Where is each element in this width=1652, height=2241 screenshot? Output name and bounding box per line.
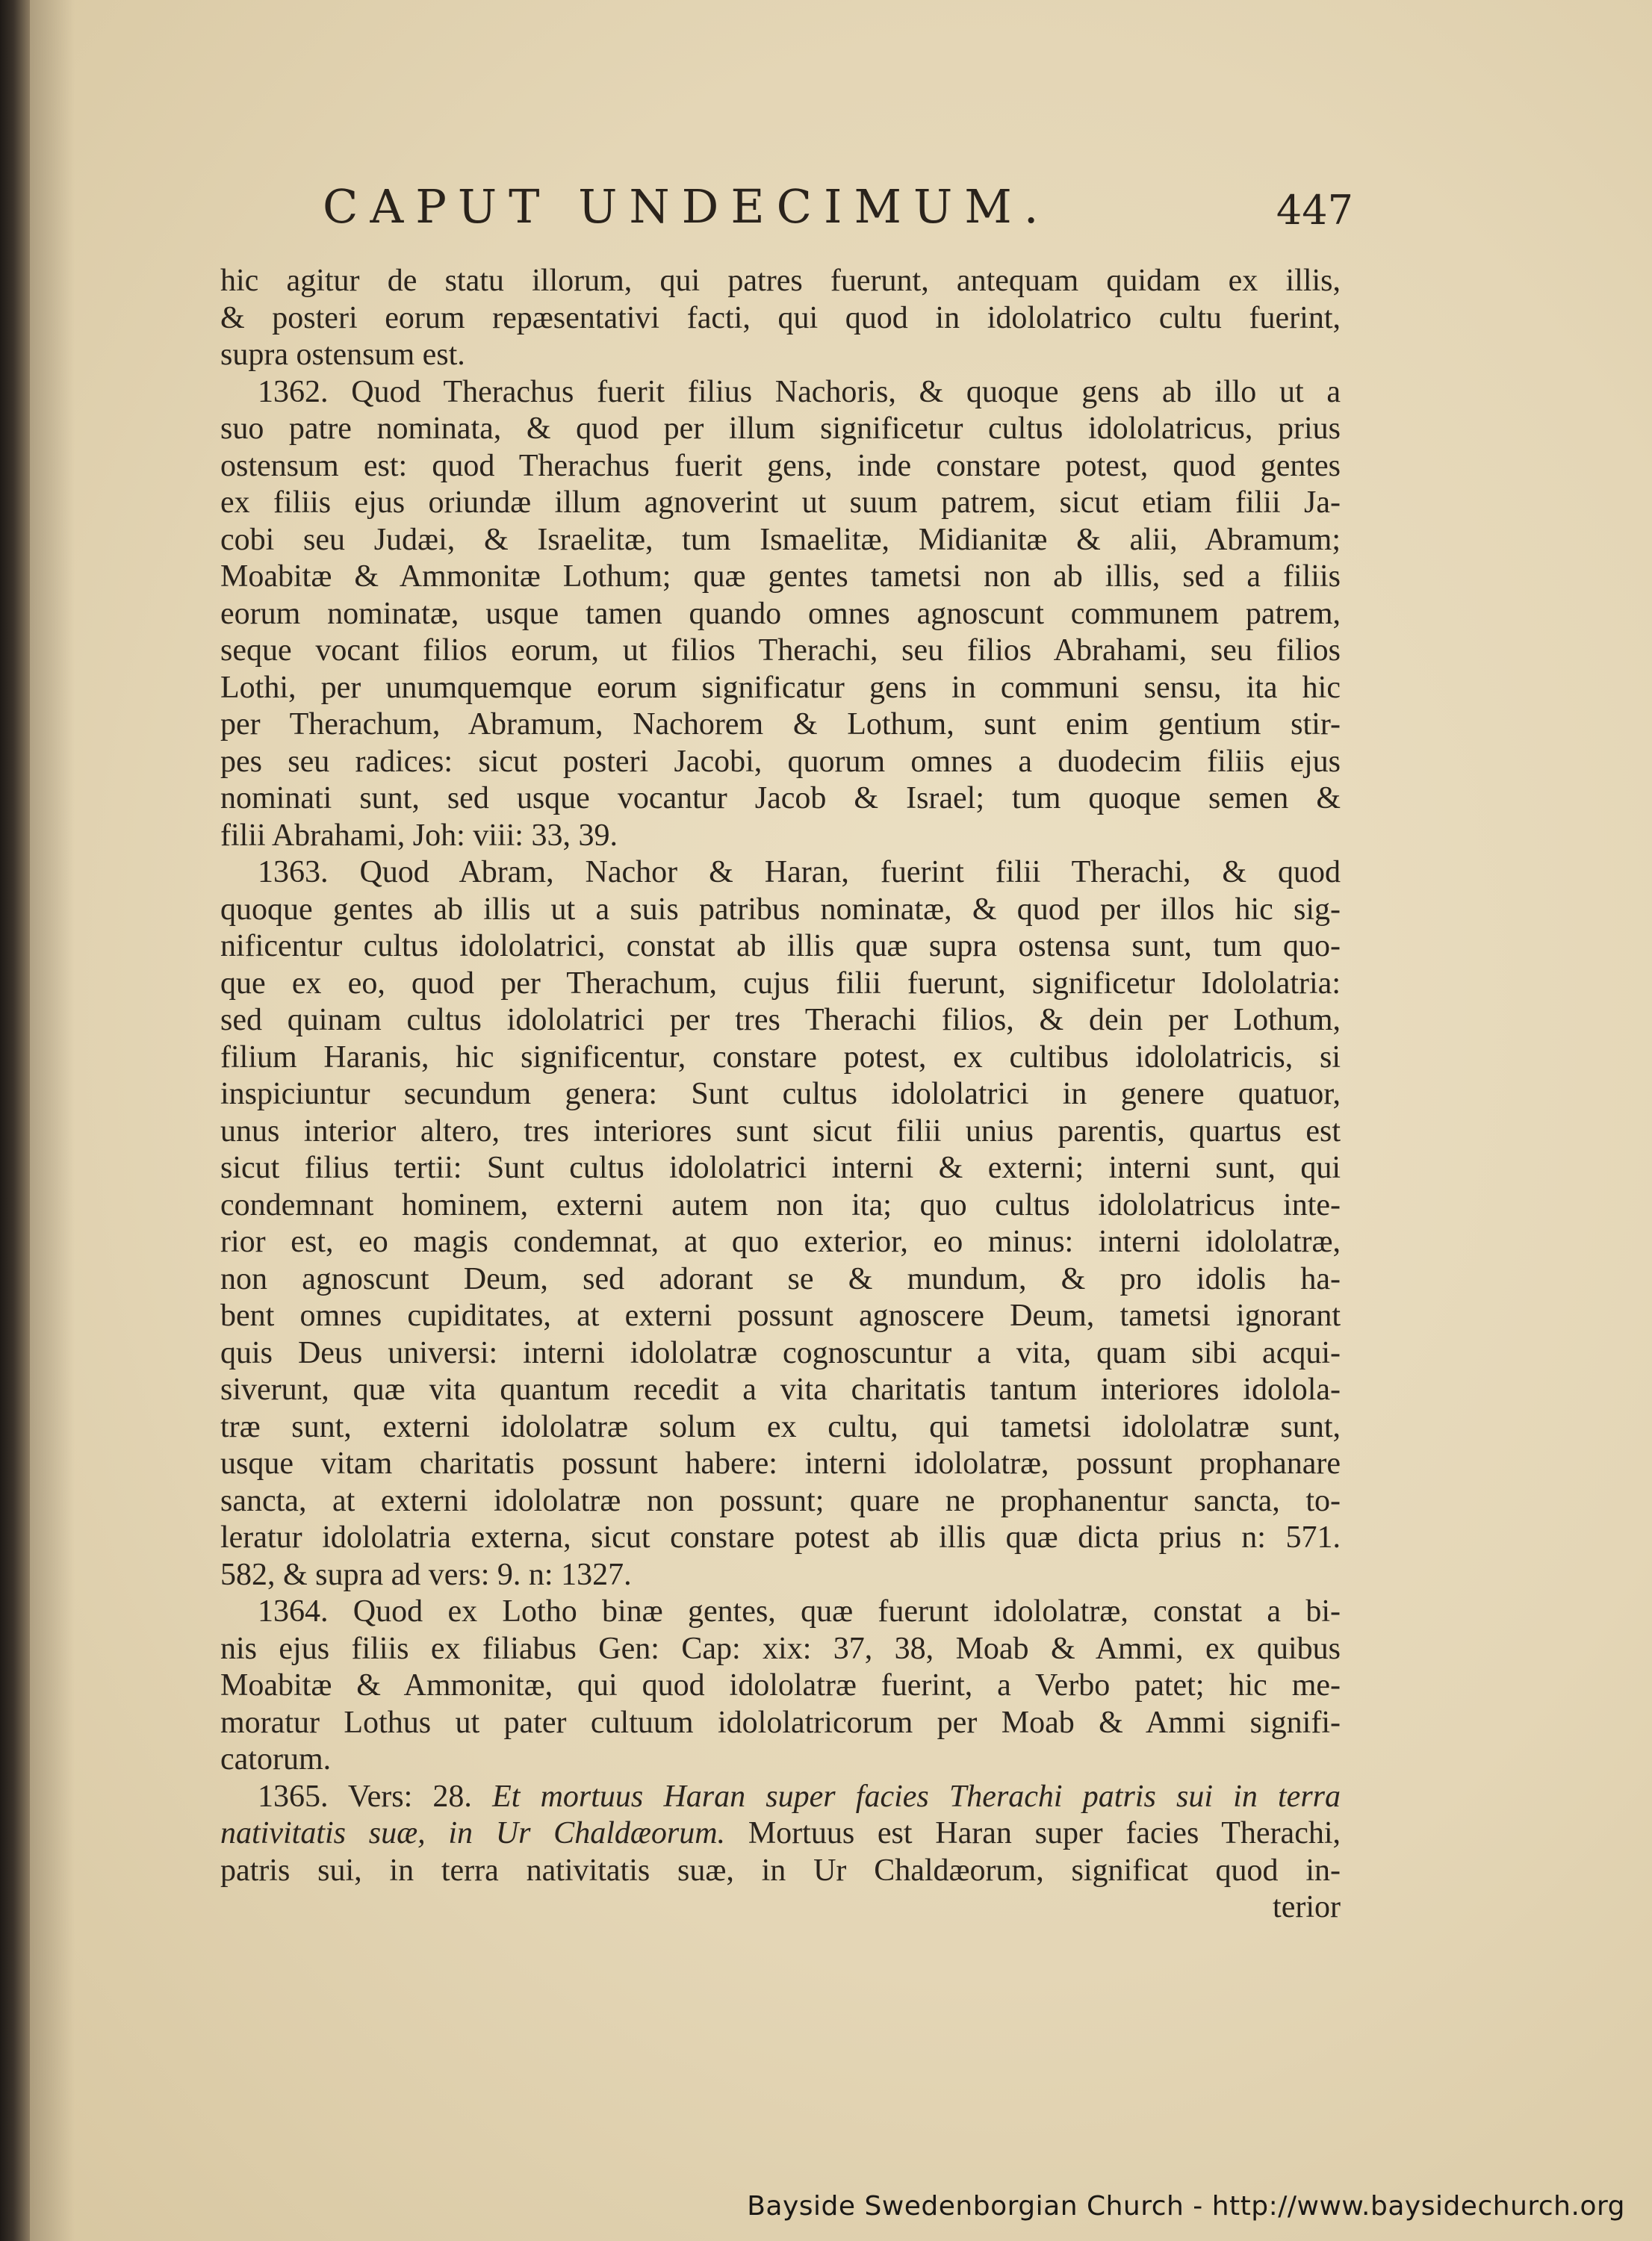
text-line: filium Haranis, hic significentur, constare potest, ex cultibus idololatricis, si (220, 1039, 1341, 1075)
text-line: que ex eo, quod per Therachum, cujus filii fuerunt, significetur Idololatria: (220, 966, 1341, 1001)
text-line: ostensum est: quod Therachus fuerit gens, inde constare potest, quod gentes (220, 448, 1341, 483)
text-line: 582, & supra ad vers: 9. n: 1327. (220, 1557, 632, 1592)
text-line: eorum nominatæ, usque tamen quando omnes agnoscunt communem patrem, (220, 596, 1341, 631)
text-line: filii Abrahami, Joh: viii: 33, 39. (220, 818, 618, 853)
text-line: suo patre nominata, & quod per illum significetur cultus idololatricus, prius (220, 411, 1341, 446)
text-line: & posteri eorum repæsentativi facti, qui quod in idololatrico cultu fuerint, (220, 300, 1341, 335)
book-gutter (0, 0, 30, 2241)
text-line: catorum. (220, 1742, 332, 1777)
text-line: leratur idololatria externa, sicut constare potest ab illis quæ dicta prius n: 571. (220, 1520, 1341, 1555)
text-line: sed quinam cultus idololatrici per tres Therachi filios, & dein per Lothum, (220, 1003, 1341, 1037)
text-line: pes seu radices: sicut posteri Jacobi, quorum omnes a duodecim filiis ejus (220, 744, 1341, 779)
text-line: sicut filius tertii: Sunt cultus idololatrici interni & externi; interni sunt, qui (220, 1151, 1341, 1185)
scripture-quote-b: nativitatis suæ, in Ur Chaldæorum. (220, 1816, 726, 1850)
text-line: ex filiis ejus oriundæ illum agnoverint ut suum patrem, sicut etiam filii Ja- (220, 485, 1341, 520)
text-line: bent omnes cupiditates, at externi possunt agnoscere Deum, tametsi ignorant (220, 1299, 1341, 1333)
text-line: nominati sunt, sed usque vocantur Jacob & Israel; tum quoque semen & (220, 781, 1341, 815)
text-line: 1364. Quod ex Lotho binæ gentes, quæ fuerunt idololatræ, constat a bi- (258, 1594, 1341, 1629)
text-line-1365-a (220, 1779, 1341, 1816)
text-line: siverunt, quæ vita quantum recedit a vita charitatis tantum interiores idolola- (220, 1373, 1341, 1407)
text-line: rior est, eo magis condemnat, at quo exterior, eo minus: interni idololatræ, (220, 1225, 1341, 1259)
text-line: condemnant hominem, externi autem non ita; quo cultus idololatricus inte- (220, 1187, 1341, 1222)
scripture-quote-a: Et mortuus Haran super facies Therachi patris sui in terra (492, 1779, 1341, 1814)
gutter-shadow (30, 0, 75, 2241)
text-line: hic agitur de statu illorum, qui patres fuerunt, antequam quidam ex illis, (220, 264, 1341, 298)
page-header (323, 179, 1353, 246)
text-line: seque vocant filios eorum, ut filios Therachi, seu filios Abrahami, seu filios (220, 633, 1341, 668)
text-line: Moabitæ & Ammonitæ Lothum; quæ gentes tametsi non ab illis, sed a filiis (220, 559, 1341, 594)
body-text (220, 263, 1341, 1927)
text-line: 1363. Quod Abram, Nachor & Haran, fuerint filii Therachi, & quod (258, 855, 1341, 889)
text-line: træ sunt, externi idololatræ solum ex cultu, qui tametsi idololatræ sunt, (220, 1409, 1341, 1444)
text-line: inspiciuntur secundum genera: Sunt cultus idololatrici in genere quatuor, (220, 1077, 1341, 1111)
text-line: sancta, at externi idololatræ non possunt; quare ne prophanentur sancta, to- (220, 1483, 1341, 1518)
body-lines (220, 263, 1341, 1779)
text-line: unus interior altero, tres interiores sunt sicut filii unius parentis, quartus est (220, 1113, 1341, 1149)
text-line: per Therachum, Abramum, Nachorem & Lothum, sunt enim gentium stir- (220, 707, 1341, 742)
text-line: moratur Lothus ut pater cultuum idololatricorum per Moab & Ammi signifi- (220, 1705, 1341, 1740)
text-line: quoque gentes ab illis ut a suis patribus nominatæ, & quod per illos hic sig- (220, 892, 1341, 927)
text-line: nis ejus filiis ex filiabus Gen: Cap: xix: 37, 38, Moab & Ammi, ex quibus (220, 1631, 1341, 1666)
page-number: 447 (1276, 187, 1353, 234)
text-line: non agnoscunt Deum, sed adorant se & mundum, & pro idolis ha- (220, 1261, 1341, 1296)
text-line: 1362. Quod Therachus fuerit filius Nachoris, & quoque gens ab illo ut a (258, 374, 1341, 409)
text-line: usque vitam charitatis possunt habere: interni idololatræ, possunt prophanare (220, 1446, 1341, 1481)
catchword: terior (1273, 1890, 1341, 1924)
watermark: Bayside Swedenborgian Church - http://www.baysidechurch.org (747, 2191, 1625, 2222)
paragraph-number-1365: 1365. Vers: 28. (258, 1779, 472, 1814)
text-line: supra ostensum est. (220, 338, 465, 372)
text-line: cobi seu Judæi, & Israelitæ, tum Ismaelitæ, Midianitæ & alii, Abramum; (220, 522, 1341, 557)
text-line-1365-b-rest: Mortuus est Haran super facies Therachi, (748, 1816, 1341, 1850)
text-line-1365-b (220, 1815, 1341, 1853)
text-line: Lothi, per unumquemque eorum significatur gens in communi sensu, ita hic (220, 670, 1341, 705)
text-line-1365-c: patris sui, in terra nativitatis suæ, in Ur Chaldæorum, significat quod in- (220, 1853, 1341, 1888)
text-line: quis Deus universi: interni idololatræ cognoscuntur a vita, quam sibi acqui- (220, 1335, 1341, 1370)
text-line: Moabitæ & Ammonitæ, qui quod idololatræ fuerint, a Verbo patet; hic me- (220, 1668, 1341, 1703)
running-head: CAPUT UNDECIMUM. (323, 179, 1051, 234)
text-line: nificentur cultus idololatrici, constat ab illis quæ supra ostensa sunt, tum quo- (220, 929, 1341, 963)
